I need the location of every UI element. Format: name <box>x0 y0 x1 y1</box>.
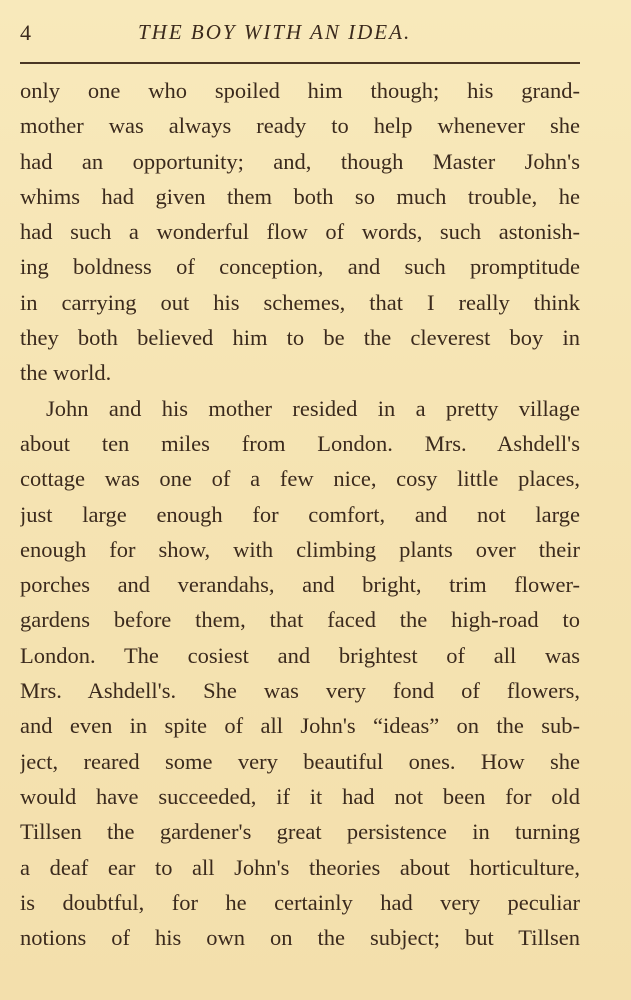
text-line: London. The cosiest and brightest of all was <box>20 642 580 668</box>
paragraph-1 <box>20 73 580 391</box>
running-title: THE BOY WITH AN IDEA. <box>138 20 412 44</box>
text-line: only one who spoiled him though; his grand- <box>20 78 580 103</box>
text-line: porches and verandahs, and bright, trim flower- <box>20 572 580 598</box>
text-line: gardens before them, that faced the high-road to <box>20 607 580 633</box>
text-line: Tillsen the gardener's great persistence in turning <box>20 819 580 845</box>
running-head <box>20 18 580 48</box>
page-number: 4 <box>20 20 31 45</box>
text-line: had an opportunity; and, though Master John's <box>20 148 580 174</box>
header-rule <box>20 62 580 64</box>
text-line: the world. <box>20 360 112 386</box>
text-line: ing boldness of conception, and such promptitude <box>20 254 580 280</box>
text-line: in carrying out his schemes, that I really think <box>20 289 580 315</box>
text-line: would have succeeded, if it had not been for old <box>20 783 580 809</box>
text-line: is doubtful, for he certainly had very peculiar <box>20 889 580 915</box>
text-line: and even in spite of all John's “ideas” on the sub- <box>20 713 580 739</box>
text-line: had such a wonderful flow of words, such astonish- <box>20 219 580 245</box>
text-line: about ten miles from London. Mrs. Ashdell's <box>20 430 580 456</box>
text-line: mother was always ready to help whenever she <box>20 113 580 139</box>
text-line: notions of his own on the subject; but Tillsen <box>20 925 580 951</box>
text-line: ject, reared some very beautiful ones. How she <box>20 748 580 774</box>
text-line: they both believed him to be the cleverest boy in <box>20 325 580 351</box>
text-line: whims had given them both so much trouble, he <box>20 183 580 209</box>
text-line: enough for show, with climbing plants over their <box>20 536 580 562</box>
text-line: cottage was one of a few nice, cosy little places, <box>20 466 580 492</box>
text-line: John and his mother resided in a pretty village <box>46 395 580 421</box>
body-text <box>20 73 580 955</box>
text-line: Mrs. Ashdell's. She was very fond of flowers, <box>20 678 580 704</box>
text-line: a deaf ear to all John's theories about horticulture, <box>20 854 580 880</box>
paragraph-2 <box>20 391 580 956</box>
text-line: just large enough for comfort, and not large <box>20 501 580 527</box>
